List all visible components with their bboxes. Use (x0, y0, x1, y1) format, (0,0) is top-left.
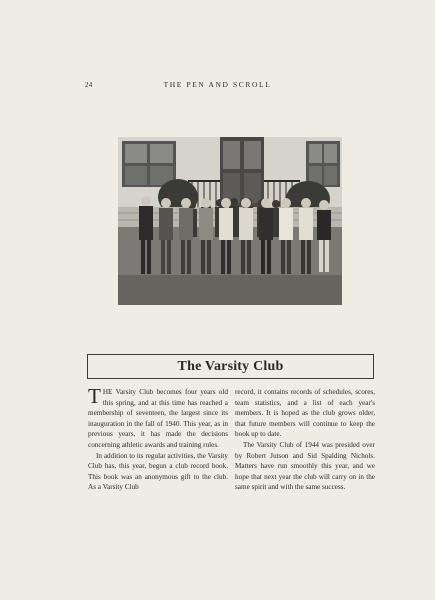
drop-cap: T (88, 384, 101, 408)
page-number: 24 (85, 81, 93, 89)
group-photo (118, 137, 342, 305)
right-column (235, 387, 375, 493)
left-paragraph-1-text: HE Varsity Club becomes four years old this spring, and at this time has reached a membership of seventeen, the largest since its inauguration in the fall of 1940. This year, as in previous years, it has made the decisions concerning athletic awards and training rules. (88, 388, 228, 449)
right-paragraph-2: The Varsity Club of 1944 was presided over by Robert Jutson and Sid Spalding Nichols. Matters have run smoothly this year, and we hope that next year the club will carry on in the same spirit and with the same success. (235, 440, 375, 492)
left-column (88, 384, 228, 493)
left-paragraph-2: In addition to its regular activities, the Varsity Club has, this year, begun a club record book. This book was an anonymous gift to the club. As a Varsity Club (88, 451, 228, 492)
article-title: The Varsity Club (177, 358, 284, 374)
doorway-graphic (220, 137, 264, 207)
running-head: THE PEN AND SCROLL (163, 80, 272, 89)
left-paragraph-1 (88, 384, 228, 451)
article-body (88, 384, 375, 493)
left-window-graphic (122, 141, 176, 187)
right-paragraph-1: record, it contains records of schedules, scores, team statistics, and a list of each year's members. It is hoped as the club grows older, that future members will continue to keep the book up to date. (235, 388, 375, 439)
right-window-graphic (306, 141, 340, 187)
article-title-box (87, 354, 374, 379)
